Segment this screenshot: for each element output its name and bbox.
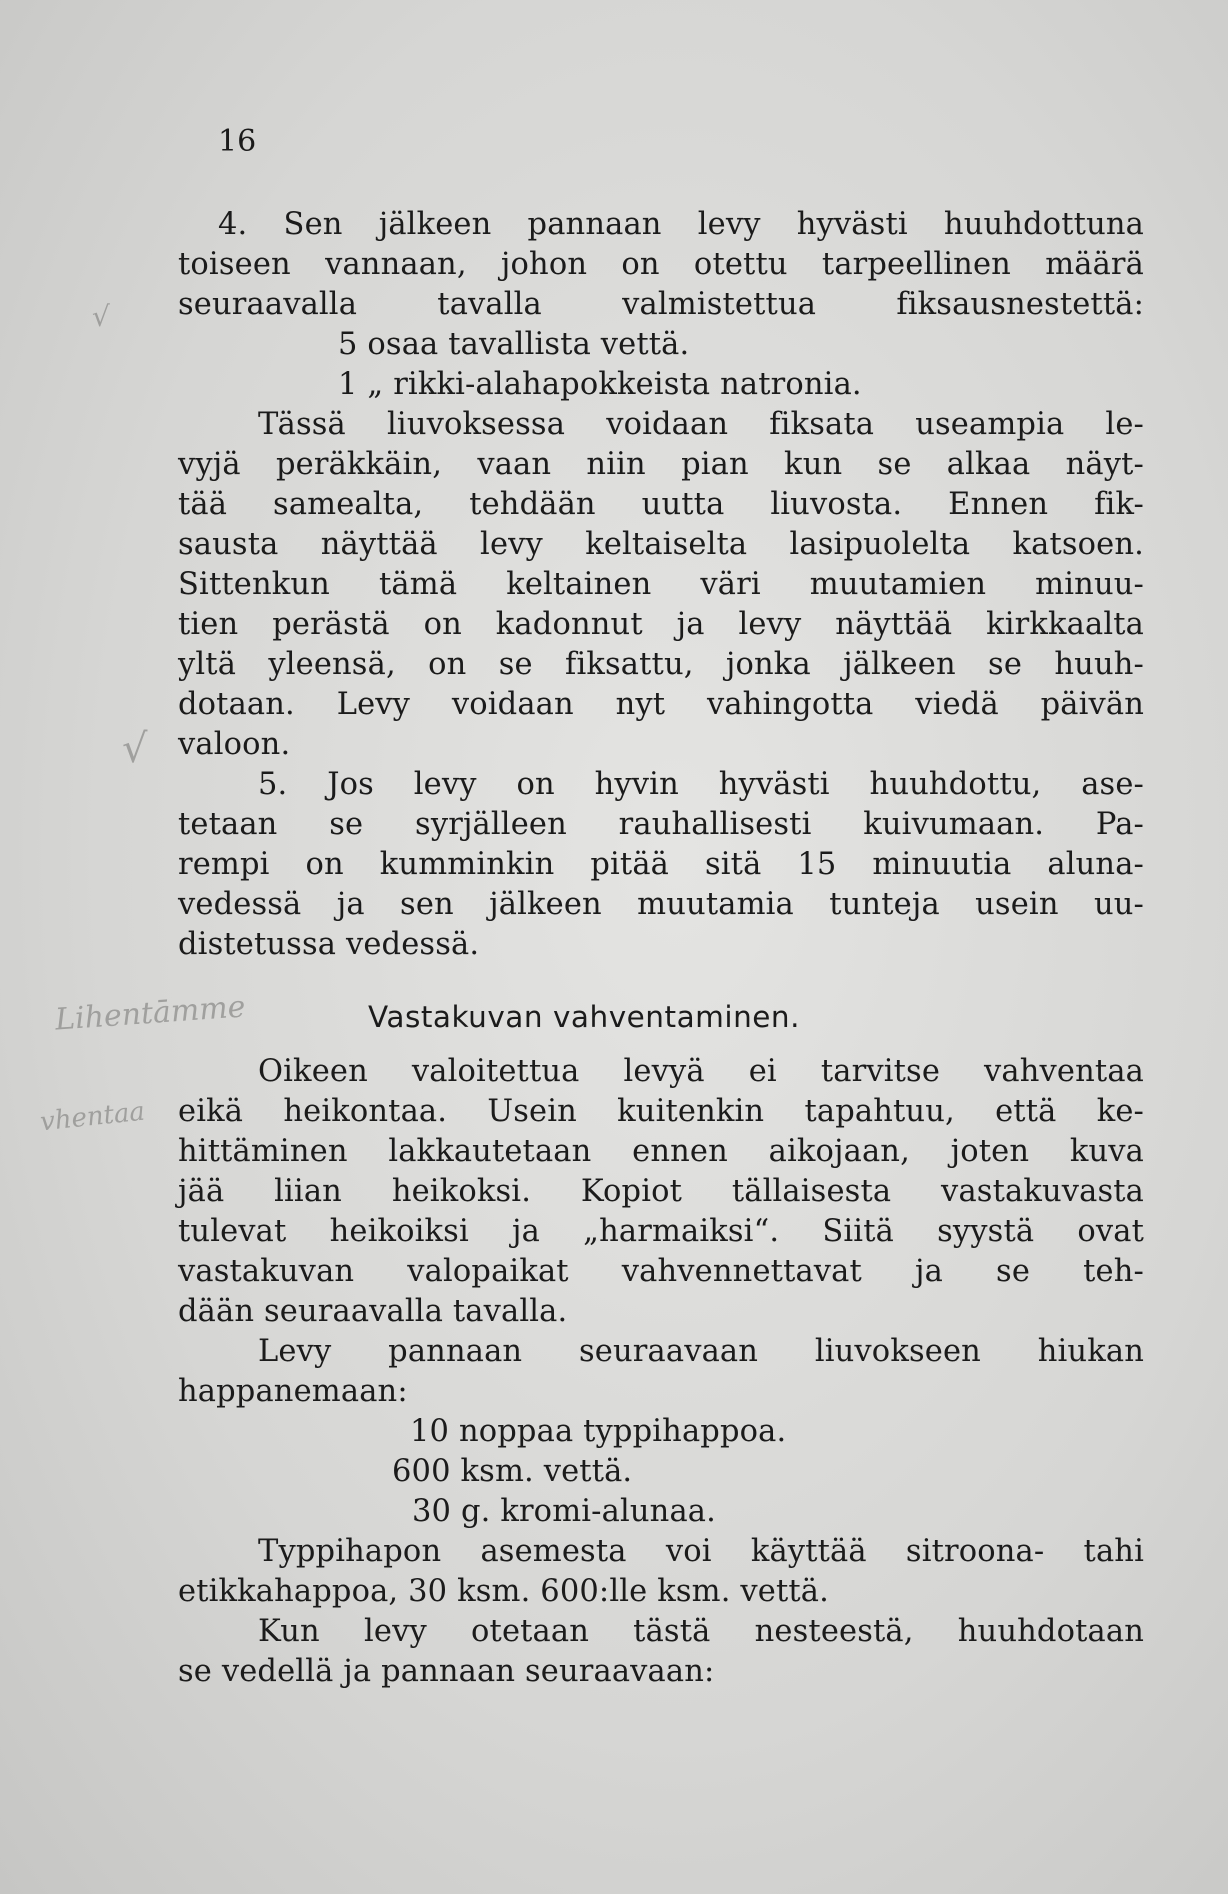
page-number: 16 xyxy=(218,124,257,159)
text-line: Kun levy otetaan tästä nesteestä, huuhdotaan xyxy=(258,1614,1144,1649)
text-line: etikkahappoa, 30 ksm. 600:lle ksm. vettä. xyxy=(178,1574,829,1609)
text-line: vyjä peräkkäin, vaan niin pian kun se alkaa näyt- xyxy=(178,447,1144,482)
text-line: toiseen vannaan, johon on otettu tarpeellinen määrä xyxy=(178,247,1144,282)
text-line: se vedellä ja pannaan seuraavaan: xyxy=(178,1654,715,1689)
recipe-line: 10 noppaa typpihappoa. xyxy=(410,1414,787,1449)
text-line: valoon. xyxy=(178,727,291,762)
pencil-check-mark: √ xyxy=(92,300,110,333)
text-line: 5. Jos levy on hyvin hyvästi huuhdottu, ase- xyxy=(258,767,1144,802)
recipe-line: 30 g. kromi-alunaa. xyxy=(412,1494,716,1529)
text-line: Levy pannaan seuraavaan liuvokseen hiukan xyxy=(258,1334,1144,1369)
text-line: eikä heikontaa. Usein kuitenkin tapahtuu, että ke- xyxy=(178,1094,1144,1129)
text-line: vedessä ja sen jälkeen muutamia tunteja usein uu- xyxy=(178,887,1144,922)
text-line: dään seuraavalla tavalla. xyxy=(178,1294,568,1329)
text-line: dotaan. Levy voidaan nyt vahingotta viedä päivän xyxy=(178,687,1144,722)
text-line: jää liian heikoksi. Kopiot tällaisesta vastakuvasta xyxy=(178,1174,1144,1209)
section-heading: Vastakuvan vahventaminen. xyxy=(368,1000,800,1034)
text-line: Typpihapon asemesta voi käyttää sitroona- tahi xyxy=(258,1534,1144,1569)
pencil-check-mark: √ xyxy=(122,726,148,772)
text-line: distetussa vedessä. xyxy=(178,927,480,962)
recipe-line: 1 „ rikki-alahapokkeista natronia. xyxy=(338,367,862,402)
recipe-line: 600 ksm. vettä. xyxy=(392,1454,633,1489)
text-line: happanemaan: xyxy=(178,1374,408,1409)
text-line: Tässä liuvoksessa voidaan fiksata useampia le- xyxy=(258,407,1144,442)
text-line: Sittenkun tämä keltainen väri muutamien minuu- xyxy=(178,567,1144,602)
text-line: tää samealta, tehdään uutta liuvosta. Ennen fik- xyxy=(178,487,1144,522)
recipe-line: 5 osaa tavallista vettä. xyxy=(338,327,690,362)
text-line: hittäminen lakkautetaan ennen aikojaan, joten kuva xyxy=(178,1134,1144,1169)
text-line: 4. Sen jälkeen pannaan levy hyvästi huuhdottuna xyxy=(218,207,1144,242)
text-line: tien perästä on kadonnut ja levy näyttää kirkkaalta xyxy=(178,607,1144,642)
text-line: Oikeen valoitettua levyä ei tarvitse vahventaa xyxy=(258,1054,1144,1089)
text-line: vastakuvan valopaikat vahvennettavat ja se teh- xyxy=(178,1254,1144,1289)
text-line: tulevat heikoiksi ja „harmaiksi“. Siitä syystä ovat xyxy=(178,1214,1144,1249)
text-line: rempi on kumminkin pitää sitä 15 minuutia aluna- xyxy=(178,847,1144,882)
text-line: sausta näyttää levy keltaiselta lasipuolelta katsoen. xyxy=(178,527,1144,562)
text-line: yltä yleensä, on se fiksattu, jonka jälkeen se huuh- xyxy=(178,647,1144,682)
text-line: seuraavalla tavalla valmistettua fiksausnestettä: xyxy=(178,287,1144,322)
text-line: tetaan se syrjälleen rauhallisesti kuivumaan. Pa- xyxy=(178,807,1144,842)
pencil-margin-note: vhentaa xyxy=(38,1096,147,1138)
pencil-margin-note: Lihentāmme xyxy=(54,989,247,1038)
